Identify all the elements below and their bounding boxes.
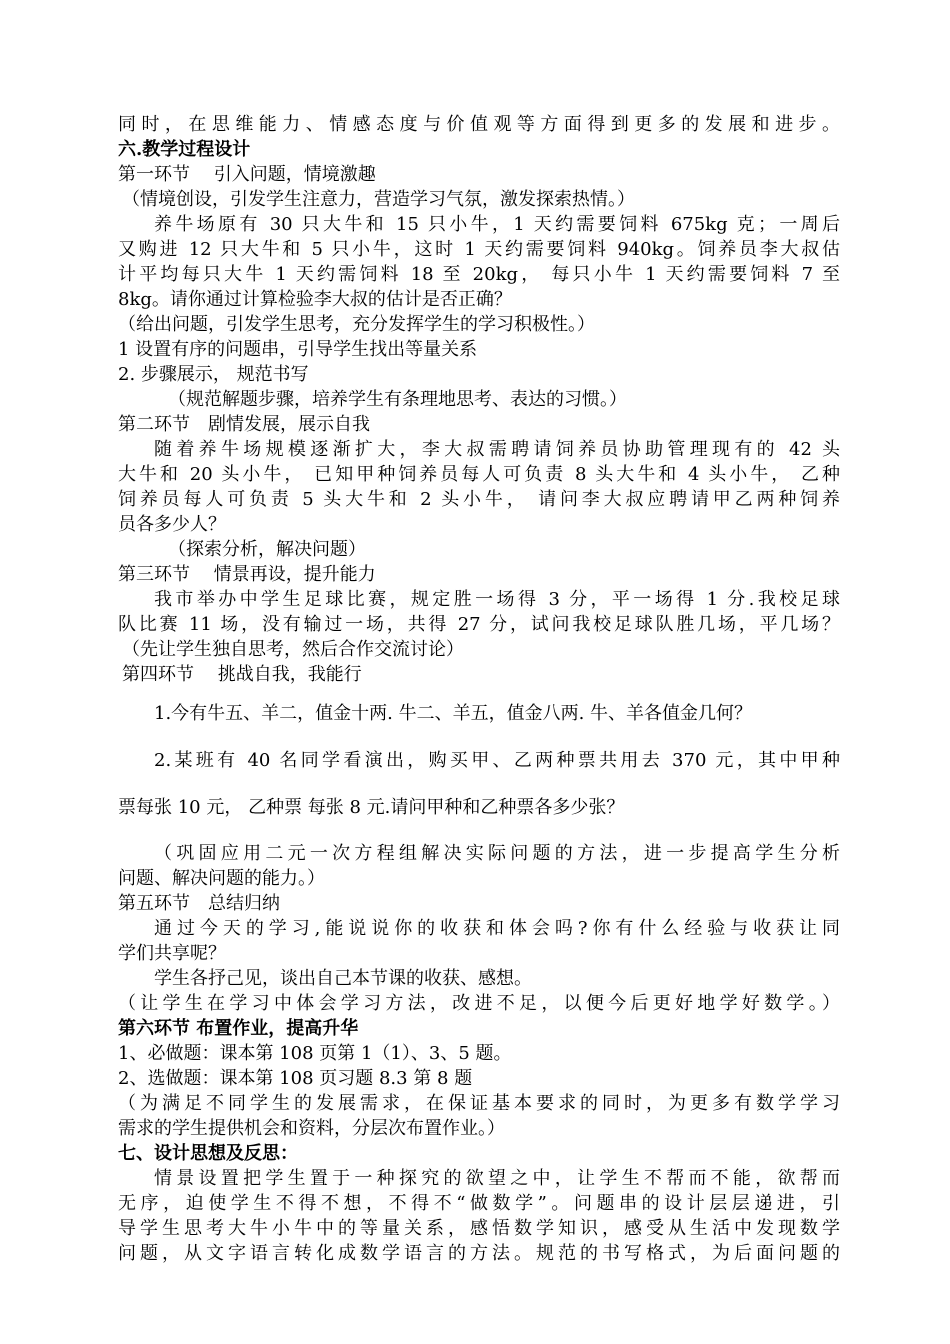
text-line: 大牛和 20 头小牛， 已知甲种饲养员每人可负责 8 头大牛和 4 头小牛， 乙种 — [118, 464, 840, 485]
stage-heading: 第一环节 引入问题，情境激趣 — [118, 164, 376, 185]
text-line: 2. 步骤展示， 规范书写 — [118, 364, 309, 385]
text-line: 2、选做题：课本第 108 页习题 8.3 第 8 题 — [118, 1068, 473, 1089]
text-line: （给出问题，引发学生思考，充分发挥学生的学习积极性。） — [118, 314, 595, 335]
text-line: 2.某班有 40 名同学看演出，购买甲、乙两种票共用去 370 元，其中甲种 — [154, 750, 840, 771]
text-line: （让学生在学习中体会学习方法，改进不足，以便今后更好地学好数学。） — [118, 993, 840, 1014]
text-line: 8kg。请你通过计算检验李大叔的估计是否正确？ — [118, 289, 512, 310]
text-line: 需求的学生提供机会和资料，分层次布置作业。） — [118, 1118, 505, 1139]
text-line: 学生各抒己见，谈出自己本节课的收获、感想。 — [154, 968, 532, 989]
text-line: 问题，从文字语言转化成数学语言的方法。规范的书写格式，为后面问题的 — [118, 1243, 840, 1264]
text-line: 情景设置把学生置于一种探究的欲望之中，让学生不帮而不能，欲帮而 — [154, 1168, 840, 1189]
text-line: （规范解题步骤，培养学生有条理地思考、表达的习惯。） — [168, 389, 627, 410]
text-line: 问题、解决问题的能力。） — [118, 868, 325, 889]
text-line: （先让学生独自思考，然后合作交流讨论） — [122, 639, 464, 660]
stage-heading: 第四环节 挑战自我，我能行 — [122, 664, 362, 685]
text-line: 养牛场原有 30 只大牛和 15 只小牛，1 天约需要饲料 675kg 克；一周后 — [154, 214, 840, 235]
stage-heading: 第三环节 情景再设，提升能力 — [118, 564, 376, 585]
text-line: 1 设置有序的问题串，引导学生找出等量关系 — [118, 339, 478, 360]
text-line: 1.今有牛五、羊二，值金十两. 牛二、羊五，值金八两. 牛、羊各值金几何？ — [154, 703, 753, 724]
section-heading: 六.教学过程设计 — [118, 139, 251, 160]
text-line: 员各多少人？ — [118, 514, 226, 535]
text-line: 1、必做题：课本第 108 页第 1（1）、3、5 题。 — [118, 1043, 512, 1064]
text-line: （情境创设，引发学生注意力，营造学习气氛，激发探索热情。） — [122, 189, 635, 210]
stage-heading: 第六环节 布置作业，提高升华 — [118, 1018, 359, 1039]
text-line: 通过今天的学习,能说说你的收获和体会吗?你有什么经验与收获让同 — [154, 918, 840, 939]
document-page — [118, 112, 840, 1266]
text-line: （探索分析，解决问题） — [168, 539, 366, 560]
text-line: 票每张 10 元， 乙种票 每张 8 元.请问甲种和乙种票各多少张？ — [118, 797, 625, 818]
text-line: （为满足不同学生的发展需求，在保证基本要求的同时，为更多有数学学习 — [118, 1093, 840, 1114]
text-line: 我市举办中学生足球比赛，规定胜一场得 3 分，平一场得 1 分.我校足球 — [154, 589, 840, 610]
text-line: 队比赛 11 场，没有输过一场，共得 27 分，试问我校足球队胜几场，平几场？ — [118, 614, 840, 635]
section-heading: 七、设计思想及反思： — [118, 1143, 298, 1164]
text-line: 同时，在思维能力、情感态度与价值观等方面得到更多的发展和进步。 — [118, 114, 840, 135]
text-line: 无序，迫使学生不得不想，不得不“做数学”。问题串的设计层层递进，引 — [118, 1193, 840, 1214]
stage-heading: 第五环节 总结归纳 — [118, 893, 280, 914]
text-line: 随着养牛场规模逐渐扩大，李大叔需聘请饲养员协助管理现有的 42 头 — [154, 439, 840, 460]
text-line: 学们共享呢？ — [118, 943, 226, 964]
stage-heading: 第二环节 剧情发展，展示自我 — [118, 414, 370, 435]
text-line: 导学生思考大牛小牛中的等量关系，感悟数学知识，感受从生活中发现数学 — [118, 1218, 840, 1239]
text-line: 又购进 12 只大牛和 5 只小牛，这时 1 天约需要饲料 940kg。饲养员李大叔估 — [118, 239, 840, 260]
text-line: （巩固应用二元一次方程组解决实际问题的方法，进一步提高学生分析 — [154, 843, 840, 864]
text-line: 饲养员每人可负责 5 头大牛和 2 头小牛， 请问李大叔应聘请甲乙两种饲养 — [118, 489, 840, 510]
text-line: 计平均每只大牛 1 天约需饲料 18 至 20kg， 每只小牛 1 天约需要饲料 7 至 — [118, 264, 840, 285]
